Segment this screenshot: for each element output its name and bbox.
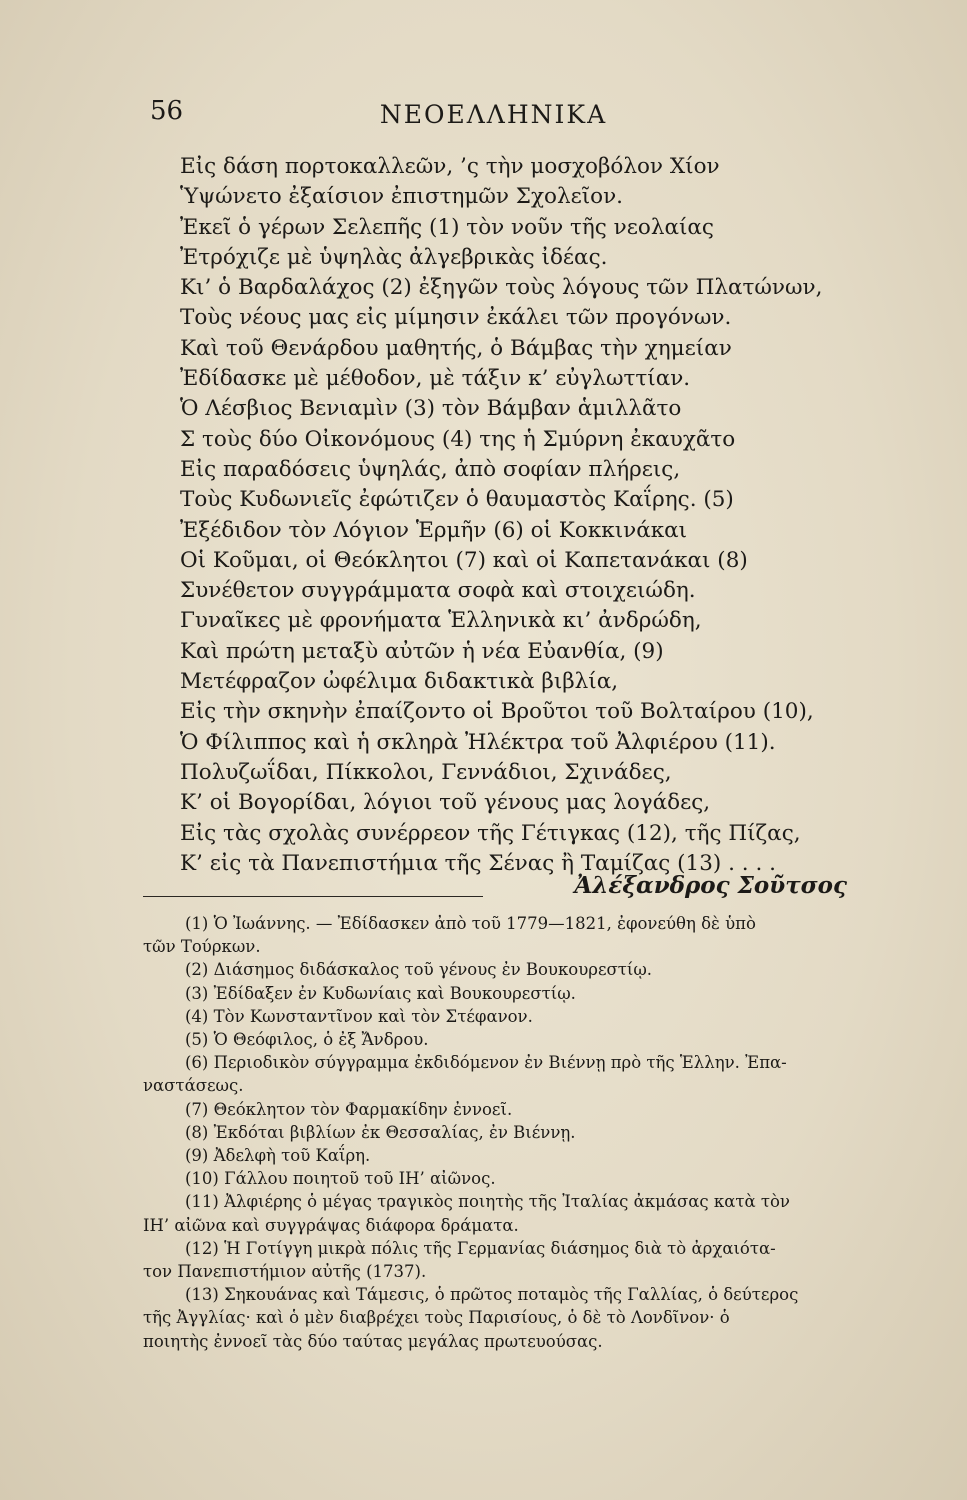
footnote-text: Περιοδικὸν σύγγραμμα ἐκδιδόμενον ἐν Βιέννῃ πρὸ τῆς Ἑλλην. Ἐπα-: [213, 1053, 787, 1073]
footnote-rule: [143, 896, 483, 897]
poem-line: Πολυζωΐδαι, Πίκκολοι, Γεννάδιοι, Σχινάδες,: [180, 759, 672, 785]
footnote-mark: (13): [185, 1285, 219, 1305]
footnote-continuation: ΙΗ’ αἰῶνα καὶ συγγράψας διάφορα δράματα.: [143, 1215, 519, 1235]
poem-line: Εἰς δάση πορτοκαλλεῶν, ’ς τὴν μοσχοβόλον Χίον: [180, 154, 720, 179]
poem-line: Εἰς τὴν σκηνὴν ἐπαίζοντο οἱ Βροῦτοι τοῦ Βολταίρου (10),: [180, 699, 814, 725]
footnote: [143, 1167, 903, 1190]
footnote: [143, 1144, 903, 1167]
footnote-mark: (5): [185, 1030, 209, 1050]
poem-line: Τοὺς Κυδωνιεῖς ἐφώτιζεν ὁ θαυμαστὸς Καΐρης. (5): [180, 487, 734, 513]
footnote-text: Θεόκλητον τὸν Φαρμακίδην ἐννοεῖ.: [213, 1099, 513, 1119]
footnote: [143, 1028, 903, 1051]
footnote-continuation: ποιητὴς ἐννοεῖ τὰς δύο ταύτας μεγάλας πρωτευούσας.: [143, 1331, 603, 1351]
footnote-text: Ἐκδόται βιβλίων ἐκ Θεσσαλίας, ἐν Βιέννῃ.: [213, 1122, 576, 1142]
running-head: ΝΕΟΕΛΛΗΝΙΚΑ: [379, 100, 608, 129]
poem-line: Εἰς παραδόσεις ὑψηλάς, ἀπὸ σοφίαν πλήρεις,: [180, 456, 681, 482]
footnote-text: Τὸν Κωνσταντῖνον καὶ τὸν Στέφανον.: [213, 1006, 533, 1026]
footnote-text: Ἀλφιέρης ὁ μέγας τραγικὸς ποιητὴς τῆς Ἰταλίας ἀκμάσας κατὰ τὸν: [224, 1192, 790, 1212]
poem-line: Κ’ εἰς τὰ Πανεπιστήμια τῆς Σένας ἢ Ταμίζας (13) . . . .: [180, 850, 776, 876]
poem-line: Ὁ Λέσβιος Βενιαμὶν (3) τὸν Βάμβαν ἁμιλλᾶτο: [180, 396, 682, 422]
poem-line: Ἐξέδιδον τὸν Λόγιον Ἑρμῆν (6) οἱ Κοκκινάκαι: [180, 517, 688, 543]
poem-line: Σ τοὺς δύο Οἰκονόμους (4) της ἡ Σμύρνη ἐκαυχᾶτο: [180, 426, 736, 452]
poem-line: Εἰς τὰς σχολὰς συνέρρεον τῆς Γέτιγκας (12), τῆς Πίζας,: [180, 820, 801, 846]
footnote-text: Διάσημος διδάσκαλος τοῦ γένους ἐν Βουκουρεστίῳ.: [213, 960, 653, 980]
footnote-continuation: τῶν Τούρκων.: [143, 937, 261, 957]
footnote-continuation: τον Πανεπιστήμιον αὐτῆς (1737).: [143, 1262, 427, 1282]
footnote-mark: (8): [185, 1122, 209, 1142]
page-number: 56: [150, 96, 184, 126]
footnote: [143, 982, 903, 1005]
footnotes: [143, 912, 903, 1353]
footnote-mark: (7): [185, 1099, 209, 1119]
footnote-continuation: τῆς Ἀγγλίας· καὶ ὁ μὲν διαβρέχει τοὺς Παρισίους, ὁ δὲ τὸ Λονδῖνον· ὁ: [143, 1308, 730, 1328]
poem-line: Ἐδίδασκε μὲ μέθοδον, μὲ τάξιν κ’ εὐγλωττίαν.: [180, 366, 691, 392]
footnote-mark: (3): [185, 983, 209, 1003]
footnote-text: Ὁ Θεόφιλος, ὁ ἐξ Ἄνδρου.: [213, 1030, 429, 1050]
footnote: [143, 1005, 903, 1028]
footnote-text: Ἡ Γοτίγγη μικρὰ πόλις τῆς Γερμανίας διάσημος διὰ τὸ ἀρχαιότα-: [224, 1238, 776, 1258]
poem-line: Ὑψώνετο ἐξαίσιον ἐπιστημῶν Σχολεῖον.: [180, 184, 624, 210]
footnote-mark: (9): [185, 1146, 209, 1166]
footnote: [143, 1237, 903, 1260]
footnote: [143, 1190, 903, 1213]
poem-line: Κι’ ὁ Βαρδαλάχος (2) ἐξηγῶν τοὺς λόγους τῶν Πλατώνων,: [180, 275, 823, 301]
footnote: [143, 1051, 903, 1074]
footnote-text: Γάλλου ποιητοῦ τοῦ ΙΗ’ αἰῶνος.: [224, 1169, 496, 1189]
footnote-mark: (4): [185, 1006, 209, 1026]
poem-line: Τοὺς νέους μας εἰς μίμησιν ἐκάλει τῶν προγόνων.: [180, 305, 732, 331]
poem-line: Ἐκεῖ ὁ γέρων Σελεπῆς (1) τὸν νοῦν τῆς νεολαίας: [180, 214, 714, 240]
footnote-mark: (1): [185, 914, 209, 933]
footnote-mark: (10): [185, 1169, 219, 1189]
footnote-continuation: ναστάσεως.: [143, 1076, 244, 1096]
footnote-text: Ὁ Ἰωάννης. — Ἐδίδασκεν ἀπὸ τοῦ 1779—1821, ἐφονεύθη δὲ ὑπὸ: [213, 914, 756, 933]
footnote: [143, 912, 903, 935]
footnote-text: Ἀδελφὴ τοῦ Καΐρη.: [213, 1146, 371, 1166]
poem-line: Καὶ πρώτη μεταξὺ αὐτῶν ἡ νέα Εὐανθία, (9): [180, 638, 664, 664]
poem: [180, 152, 870, 879]
footnote: [143, 1121, 903, 1144]
footnote-mark: (12): [185, 1238, 219, 1258]
footnote: [143, 958, 903, 981]
footnote-mark: (2): [185, 960, 209, 980]
poem-line: Μετέφραζον ὠφέλιμα διδακτικὰ βιβλία,: [180, 669, 619, 695]
poem-line: Οἱ Κοῦμαι, οἱ Θεόκλητοι (7) καὶ οἱ Καπετανάκαι (8): [180, 547, 748, 573]
footnote: [143, 1283, 903, 1306]
poem-line: Ἐτρόχιζε μὲ ὑψηλὰς ἀλγεβρικὰς ἰδέας.: [180, 244, 608, 270]
poem-line: Κ’ οἱ Βογορίδαι, λόγιοι τοῦ γένους μας λογάδες,: [180, 790, 711, 816]
poem-line: Καὶ τοῦ Θενάρδου μαθητής, ὁ Βάμβας τὴν χημείαν: [180, 335, 732, 361]
poem-line: Συνέθετον συγγράμματα σοφὰ καὶ στοιχειώδη.: [180, 578, 696, 604]
poem-line: Γυναῖκες μὲ φρονήματα Ἑλληνικὰ κι’ ἀνδρώδη,: [180, 608, 702, 634]
author-signature: Ἀλέξανδρος Σοῦτσος: [574, 872, 847, 899]
footnote-text: Ἐδίδαξεν ἐν Κυδωνίαις καὶ Βουκουρεστίῳ.: [213, 983, 576, 1003]
footnote-text: Σηκουάνας καὶ Τάμεσις, ὁ πρῶτος ποταμὸς τῆς Γαλλίας, ὁ δεύτερος: [224, 1285, 799, 1305]
footnote: [143, 1098, 903, 1121]
footnote-mark: (11): [185, 1192, 219, 1212]
poem-line: Ὁ Φίλιππος καὶ ἡ σκληρὰ Ἠλέκτρα τοῦ Ἀλφιέρου (11).: [180, 729, 776, 755]
footnote-mark: (6): [185, 1053, 209, 1073]
